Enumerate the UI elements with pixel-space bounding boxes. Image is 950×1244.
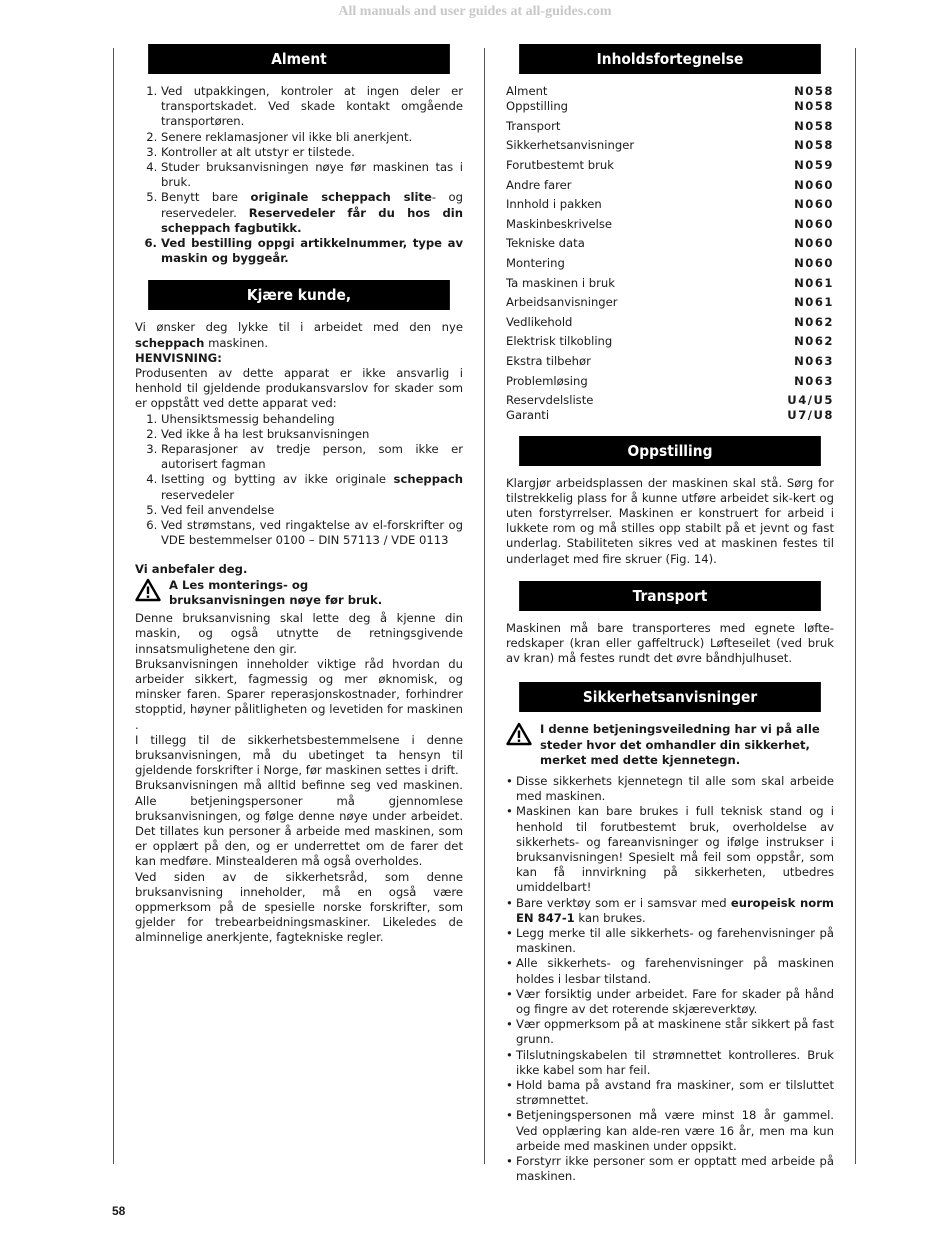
toc-row: Reservdelsliste U4/U5: [506, 393, 834, 408]
notice-text: Produsenten av dette apparat er ikke ansvarlig i henhold til gjeldende produkansvarslov for skader som er oppstått ved dette apparat ved:: [135, 366, 463, 411]
toc-row: Ta maskinen i bruk N061: [506, 275, 834, 290]
toc-row: Problemløsing N063: [506, 373, 834, 388]
list-item: 1. Ved utpakkingen, kontroler at ingen deler er transportskadet. Ved skade kontakt omgående transportøren.: [161, 84, 463, 130]
toc-row: Maskinbeskrivelse N060: [506, 216, 834, 231]
section-toc: [506, 44, 834, 424]
list-item: 4. Studer bruksanvisningen nøye før maskinen tas i bruk.: [161, 160, 463, 190]
kunde-intro: Vi ønsker deg lykke til i arbeidet med den nye scheppach maskinen.: [135, 320, 463, 350]
oppstilling-text: Klargjør arbeidsplassen der maskinen skal stå. Sørg for tilstrekkelig plass for å kunne utføre arbeidet sik-kert og uten forstyrrelser. Maskinen er konstruert for arbeid i lukkete rom og må stilles opp stabilt på et jevnt og fast underlag. Stabiliteten sikres ved at maskinen festes til underlaget med fire skruer (Fig. 14).: [506, 475, 834, 566]
toc-row: Tekniske data N060: [506, 236, 834, 251]
left-column: [135, 44, 463, 958]
toc-table: [506, 84, 834, 424]
list-item: 5. Benytt bare originale scheppach slite- og reservedeler. Reservedeler får du hos din scheppach fagbutikk.: [161, 190, 463, 236]
column-rule-left: [113, 48, 114, 1164]
toc-row: Montering N060: [506, 255, 834, 270]
list-item: • Alle sikkerhets- og farehenvisninger på maskinen holdes i lesbar tilstand.: [506, 956, 834, 986]
notice-label: HENVISNING:: [135, 350, 222, 365]
list-item: 3. Kontroller at alt utstyr er tilstede.: [161, 145, 463, 160]
list-item: 2. Ved ikke å ha lest bruksanvisningen: [161, 427, 463, 442]
list-item: 3. Reparasjoner av tredje person, som ikke er autorisert fagman: [161, 442, 463, 472]
liability-list: [135, 412, 463, 549]
paragraph: Ved siden av de sikkerhetsråd, som denne bruksanvisning inneholder, må en også være oppmerksom på de spesielle norske forskrifter, som gjelder for trebearbeidningsmaskiner. Likeledes de alminnelige anerkjente, fagtekniske regler.: [135, 869, 463, 945]
column-rule-middle: [484, 48, 485, 1164]
toc-row: Andre farer N060: [506, 177, 834, 192]
list-item: • Betjeningspersonen må være minst 18 år gammel. Ved opplæring kan alde-ren være 16 år, men ma kun arbeide med maskinen under oppsikt.: [506, 1108, 834, 1154]
toc-row: Oppstilling N058: [506, 99, 834, 114]
paragraph: Denne bruksanvisning skal lette deg å kjenne din maskin, og også utnytte de retningsgivende innsatsmulighetene den gir.: [135, 611, 463, 656]
warning-triangle-icon: [506, 722, 532, 746]
section-transport: [506, 581, 834, 667]
section-oppstilling: [506, 436, 834, 567]
section-heading-sikkerhet: Sikkerhetsanvisninger: [519, 682, 821, 712]
read-manual-warning: A Les monterings- og bruksanvisningen nøye før bruk.: [135, 578, 463, 608]
page-number: 58: [112, 1204, 126, 1218]
toc-row: Ekstra tilbehør N063: [506, 353, 834, 368]
paragraph: I tillegg til de sikkerhetsbestemmelsene i denne bruksanvisningen, må du ubetinget ta hensyn til gjeldende forskrifter i Norge, før maskinen settes i drift.: [135, 732, 463, 778]
section-heading-transport: Transport: [519, 581, 821, 611]
list-item: • Tilslutningskabelen til strømnettet kontrolleres. Bruk ikke kabel som har feil.: [506, 1048, 834, 1078]
list-item: 5. Ved feil anvendelse: [161, 503, 463, 518]
toc-row: Vedlikehold N062: [506, 314, 834, 329]
list-item: 6. Ved strømstans, ved ringaktelse av el-forskrifter og VDE bestemmelser 0100 – DIN 57113 / VDE 0113: [161, 518, 463, 548]
list-item: 6. Ved bestilling oppgi artikkelnummer, type av maskin og byggeår.: [161, 236, 463, 266]
list-item: • Maskinen kan bare brukes i full teknisk stand og i henhold til forutbestemt bruk, overholdelse av sikkerhets- og fareanvisninger og ifølge instrukser i bruksanvisningen! Spesielt må feil som oppstår, som kan få innvirkning på sikkerheten, utbedres umiddelbart!: [506, 804, 834, 895]
list-item: 2. Senere reklamasjoner vil ikke bli anerkjent.: [161, 130, 463, 145]
list-item: • Vær forsiktig under arbeidet. Fare for skader på hånd og fingre av det roterende skjæreverktøy.: [506, 987, 834, 1017]
warning-triangle-icon: [135, 578, 161, 602]
paragraph: Bruksanvisningen inneholder viktige råd hvordan du arbeider sikkert, fagmessig og mer øknomisk, og minsker faren. Sparer reperasjonskostnader, forhindrer stopptid, høyner pålitligheten og levetiden for maskinen .: [135, 656, 463, 732]
toc-row: Transport N058: [506, 118, 834, 133]
section-alment: [135, 44, 463, 266]
toc-row: Elektrisk tilkobling N062: [506, 334, 834, 349]
safety-warning: I denne betjeningsveiledning har vi på alle steder hvor det omhandler din sikkerhet, merket med dette kjennetegn.: [506, 722, 834, 768]
toc-row: Sikkerhetsanvisninger N058: [506, 138, 834, 153]
list-item: • Vær oppmerksom på at maskinene står sikkert på fast grunn.: [506, 1017, 834, 1047]
section-sikkerhet: [506, 682, 834, 1184]
column-rule-right: [855, 48, 856, 1164]
list-item: • Forstyrr ikke personer som er opptatt med arbeide på maskinen.: [506, 1154, 834, 1184]
transport-text: Maskinen må bare transporteres med egnete løfte-redskaper (kran eller gaffeltruck) Løfteseilet (ved bruk av kran) må festes rundt det øvre båndhjulhuset.: [506, 620, 834, 666]
section-heading-alment: Alment: [148, 44, 450, 74]
list-item: • Legg merke til alle sikkerhets- og farehenvisninger på maskinen.: [506, 926, 834, 956]
list-item: • Bare verktøy som er i samsvar med europeisk norm EN 847-1 kan brukes.: [506, 896, 834, 926]
section-kunde: [135, 280, 463, 945]
paragraph: Bruksanvisningen må alltid befinne seg ved maskinen. Alle betjeningspersoner må gjennomlese bruksanvisningen, og følge denne nøye under arbeidet. Det tillates kun personer å arbeide med maskinen, som er opplært på den, og er underrettet om de farer det kan medføre. Minstealderen må også overholdes.: [135, 778, 463, 869]
right-column: [506, 44, 834, 1196]
toc-row: Alment N058: [506, 84, 834, 98]
safety-list: [506, 774, 834, 1184]
section-heading-toc: Inholdsfortegnelse: [519, 44, 821, 74]
alment-list: [135, 84, 463, 266]
list-item: • Disse sikkerhets kjennetegn til alle som skal arbeide med maskinen.: [506, 774, 834, 804]
toc-row: Forutbestemt bruk N059: [506, 157, 834, 172]
toc-row: Garanti U7/U8: [506, 408, 834, 423]
recommend-label: Vi anbefaler deg.: [135, 562, 248, 577]
list-item: 1. Uhensiktsmessig behandeling: [161, 412, 463, 427]
watermark: All manuals and user guides at all-guides.com: [338, 4, 612, 19]
toc-row: Innhold i pakken N060: [506, 197, 834, 212]
toc-row: Arbeidsanvisninger N061: [506, 295, 834, 310]
list-item: • Hold bama på avstand fra maskiner, som er tilsluttet strømnettet.: [506, 1078, 834, 1108]
section-heading-kunde: Kjære kunde,: [148, 280, 450, 310]
list-item: 4. Isetting og bytting av ikke originale scheppach reservedeler: [161, 472, 463, 502]
section-heading-oppstilling: Oppstilling: [519, 436, 821, 466]
